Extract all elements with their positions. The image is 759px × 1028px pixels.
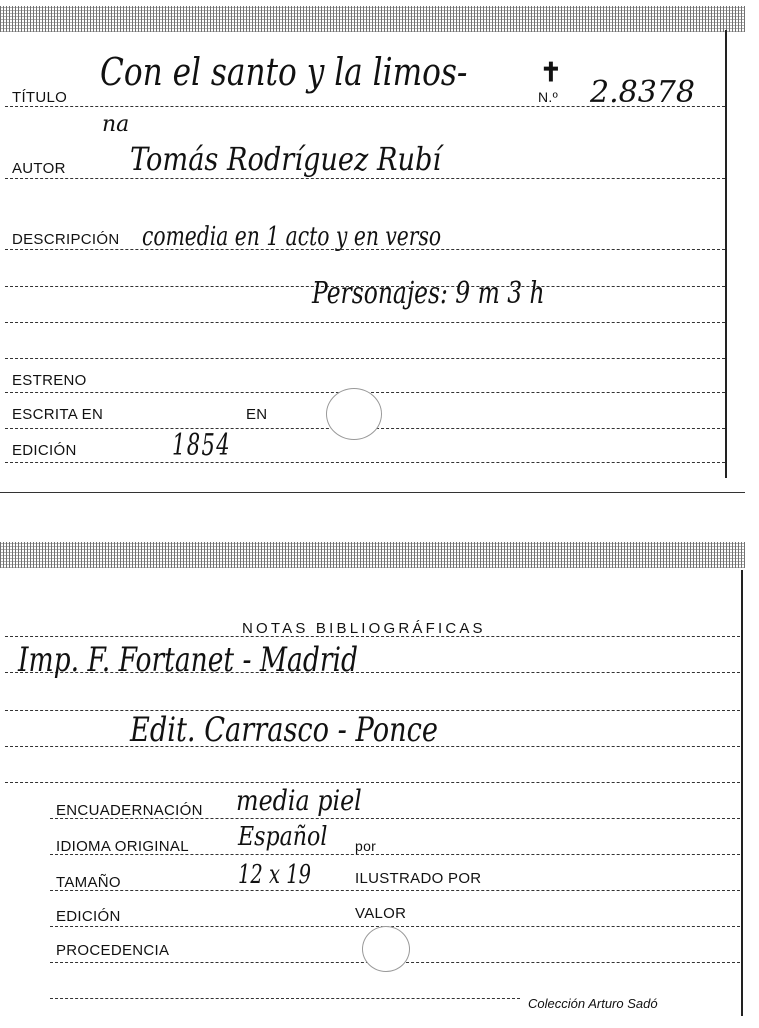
circular-stamp (326, 388, 382, 440)
catalog-card-bottom (0, 540, 745, 1020)
encuadernacion-value: media piel (236, 784, 362, 817)
card-bottom-edge (0, 492, 745, 493)
imprenta-value: Imp. F. Fortanet - Madrid (18, 640, 358, 680)
catalog-card-top (0, 0, 745, 492)
descripcion-value: comedia en 1 acto y en verso (142, 222, 442, 252)
estreno-label: ESTRENO (12, 372, 87, 389)
idioma-original-label: IDIOMA ORIGINAL (56, 838, 189, 855)
editorial-value: Edit. Carrasco - Ponce (130, 710, 438, 750)
personajes-value: Personajes: 9 m 3 h (312, 276, 545, 311)
autor-value: Tomás Rodríguez Rubí (130, 140, 442, 178)
descripcion-label: DESCRIPCIÓN (12, 231, 120, 248)
en-label: EN (246, 406, 268, 423)
numero-label: N.º (538, 89, 559, 105)
edicion-label: EDICIÓN (56, 908, 121, 925)
scan-edge-top (0, 6, 745, 32)
tamano-label: TAMAÑO (56, 874, 121, 891)
notas-bibliograficas-title: NOTAS BIBLIOGRÁFICAS (242, 620, 486, 637)
escrita-en-label: ESCRITA EN (12, 406, 104, 423)
numero-value: 2.8378 (590, 75, 695, 110)
circular-stamp (362, 926, 410, 972)
titulo-value: Con el santo y la limos- (100, 50, 468, 94)
cross-mark: ✝ (540, 58, 562, 88)
valor-label: VALOR (355, 905, 407, 922)
procedencia-label: PROCEDENCIA (56, 942, 170, 959)
scan-edge-bottom-card (0, 542, 745, 568)
card-right-border (725, 30, 727, 478)
autor-label: AUTOR (12, 160, 66, 177)
edicion-label: EDICIÓN (12, 442, 77, 459)
idioma-original-value: Español (238, 822, 328, 852)
coleccion-footer: Colección Arturo Sadó (528, 996, 658, 1011)
card-right-border (741, 570, 743, 1016)
encuadernacion-label: ENCUADERNACIÓN (56, 802, 203, 819)
ilustrado-por-label: ILUSTRADO POR (355, 870, 482, 887)
titulo-value-continuation: na (102, 112, 130, 137)
edicion-value: 1854 (172, 428, 232, 463)
tamano-value: 12 x 19 (238, 860, 312, 890)
titulo-label: TÍTULO (12, 89, 68, 106)
por-label: por (355, 838, 377, 854)
